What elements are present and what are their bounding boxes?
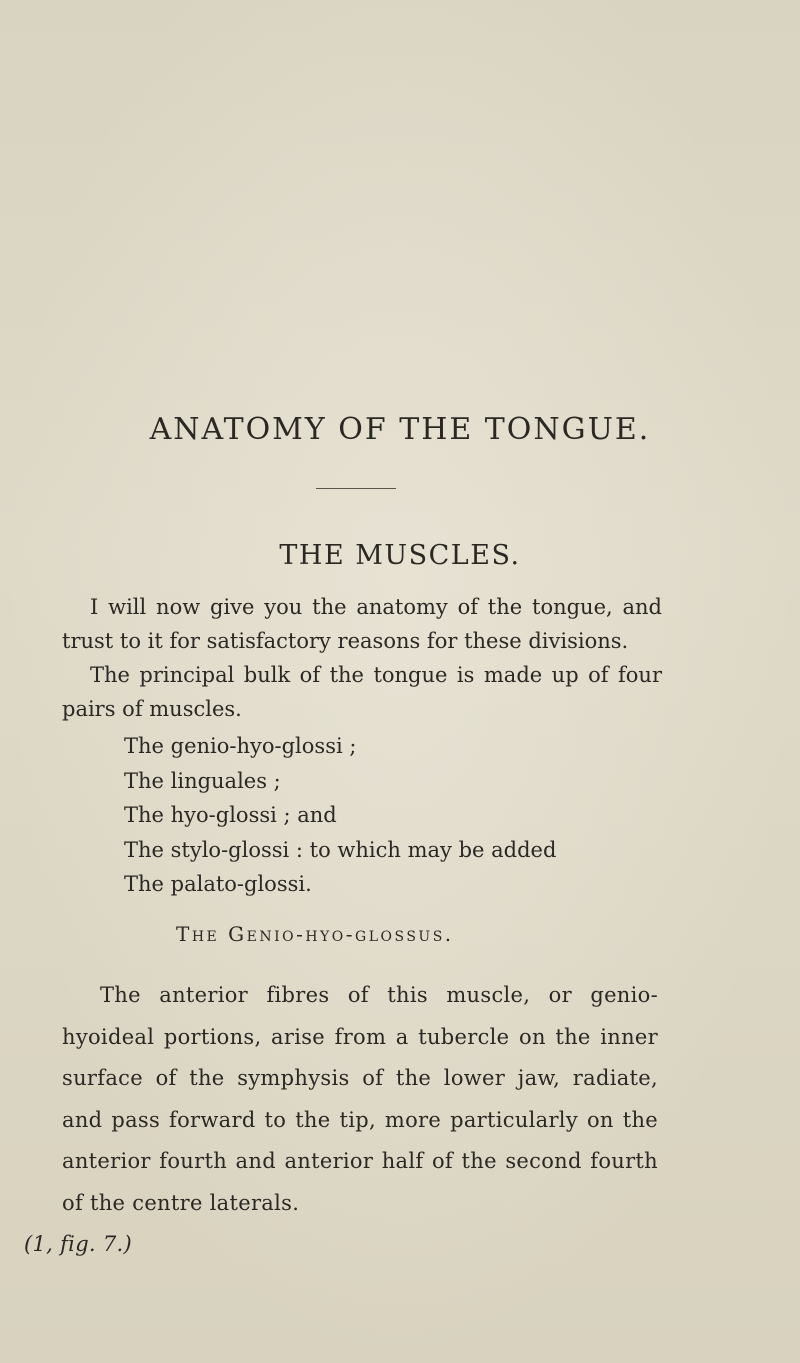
body-paragraph (24, 975, 658, 1266)
intro-paragraph-2: The principal bulk of the tongue is made up of four pairs of muscles. (62, 663, 662, 721)
list-item: The genio-hyo-glossi ; (124, 734, 357, 758)
muscle-list (124, 729, 556, 902)
intro-paragraph-1: I will now give you the anatomy of the tongue, and trust to it for satisfactory reasons for these divisions. (62, 595, 662, 653)
body-text (24, 975, 658, 1266)
intro-text (62, 590, 662, 726)
subsection-title: The Genio-hyo-glossus. (176, 922, 454, 946)
title-divider (316, 488, 396, 489)
list-item: The stylo-glossi : to which may be added (124, 837, 557, 862)
figure-reference: (1, fig. 7.) (24, 1232, 133, 1256)
list-item: The palato-glossi. (124, 872, 312, 896)
section-title: THE MUSCLES. (279, 540, 521, 571)
list-item: The hyo-glossi ; and (124, 803, 337, 827)
body-paragraph-text: The anterior fibres of this muscle, or genio-hyoideal portions, arise from a tubercle on the inner surface of the symphysis of the lower jaw, radiate, and pass forward to the tip, more particularly on the anterior fourth and anterior half of the second fourth of the centre laterals. (62, 983, 658, 1215)
chapter-title: ANATOMY OF THE TONGUE. (149, 412, 651, 447)
list-item: The linguales ; (124, 768, 281, 793)
